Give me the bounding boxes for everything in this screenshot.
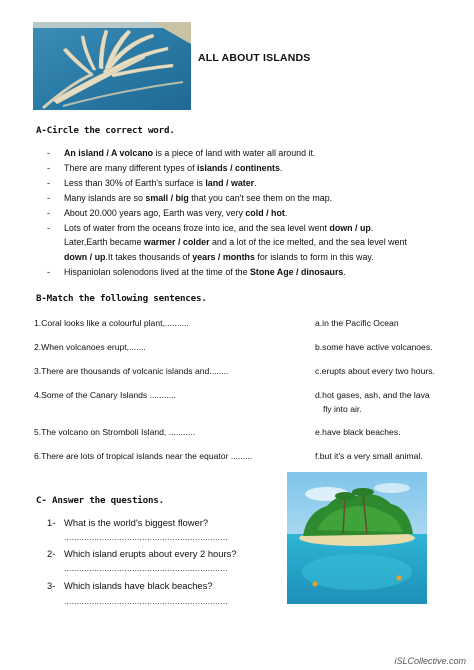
word-choice[interactable]: years / months xyxy=(192,252,255,263)
word-choice[interactable]: down / up xyxy=(64,252,106,263)
answer-line[interactable]: ................................................................. xyxy=(64,564,228,573)
word-choice[interactable]: land / water xyxy=(205,177,255,188)
bullet-text[interactable] xyxy=(64,265,346,280)
answer-line[interactable]: ................................................................. xyxy=(64,597,228,606)
section-b-heading: B-Match the following sentences. xyxy=(36,293,207,304)
word-choice[interactable]: small / big xyxy=(145,192,189,203)
sentence-fragment: Later,Earth became xyxy=(64,237,144,248)
question-number: 2- xyxy=(47,548,56,559)
word-choice[interactable]: down / up xyxy=(329,222,371,233)
match-right-d: d.hot gases, ash, and the lava xyxy=(315,390,430,400)
question-text: Which islands have black beaches? xyxy=(64,580,213,591)
bullet-dash: - xyxy=(47,267,50,278)
question-text: Which island erupts about every 2 hours? xyxy=(64,548,237,559)
sentence-fragment: . xyxy=(254,177,257,188)
bullet-text[interactable] xyxy=(64,161,282,176)
question-text: What is the world's biggest flower? xyxy=(64,517,209,528)
sentence-fragment: Less than 30% of Earth's surface is xyxy=(64,177,206,188)
bullet-dash: - xyxy=(47,207,50,218)
match-left-6: 6.There are lots of tropical islands near the equator ......... xyxy=(34,451,253,461)
match-left-3: 3.There are thousands of volcanic islands and........ xyxy=(34,366,229,376)
bullet-text[interactable] xyxy=(64,221,373,236)
bullet-text[interactable] xyxy=(64,206,287,221)
section-a-heading: A-Circle the correct word. xyxy=(36,125,175,136)
bullet-item xyxy=(0,265,474,280)
match-left-5: 5.The volcano on Stromboli Island, ........... xyxy=(34,427,195,437)
bullet-dash: - xyxy=(47,177,50,188)
sentence-fragment: for islands to form in this way. xyxy=(254,252,374,263)
sentence-fragment: .It takes thousands of xyxy=(105,252,193,263)
bullet-item xyxy=(0,146,474,161)
bullet-item xyxy=(0,191,474,206)
tropical-island-photo xyxy=(287,472,427,604)
section-c-heading: C- Answer the questions. xyxy=(36,495,164,506)
match-left-1: 1.Coral looks like a colourful plant,.......... xyxy=(34,318,189,328)
bullet-item xyxy=(0,235,474,250)
match-left-4: 4.Some of the Canary Islands ........... xyxy=(34,390,176,400)
bullet-text[interactable] xyxy=(64,146,315,161)
bullet-item xyxy=(0,221,474,236)
bullet-item xyxy=(0,176,474,191)
word-choice[interactable]: warmer / colder xyxy=(143,237,210,248)
match-right-f: f.but it's a very small animal. xyxy=(315,451,423,461)
sentence-fragment: . xyxy=(284,207,288,218)
match-right-b: b.some have active volcanoes. xyxy=(315,342,433,352)
bullet-dash: - xyxy=(47,192,50,203)
word-choice[interactable]: An island / A volcano xyxy=(64,148,154,158)
site-watermark: iSLCollective.com xyxy=(394,656,466,666)
bullet-dash: - xyxy=(47,162,50,173)
match-right-c: c.erupts about every two hours. xyxy=(315,366,435,376)
bullet-item xyxy=(0,161,474,176)
question-number: 3- xyxy=(47,580,56,591)
answer-line[interactable]: ................................................................. xyxy=(64,533,228,542)
bullet-item xyxy=(0,250,474,265)
match-right-a: a.in the Pacific Ocean xyxy=(315,318,399,328)
bullet-text[interactable] xyxy=(64,176,257,191)
sentence-fragment: and a lot of the ice melted, and the sea level went xyxy=(209,237,407,248)
palm-island-photo xyxy=(33,22,191,110)
sentence-fragment: . xyxy=(343,267,346,278)
bullet-text[interactable] xyxy=(64,235,407,250)
question-number: 1- xyxy=(47,517,56,528)
bullet-dash: - xyxy=(47,148,50,158)
sentence-fragment: About 20.000 years ago, Earth was very, very xyxy=(64,207,246,218)
word-choice[interactable]: islands / continents xyxy=(197,162,280,173)
bullet-text[interactable] xyxy=(64,191,332,206)
sentence-fragment: Many islands are so xyxy=(64,192,146,203)
match-left-2: 2.When volcanoes erupt,....... xyxy=(34,342,146,352)
sentence-fragment: Hispaniolan solenodons lived at the time of the xyxy=(64,267,250,278)
sentence-fragment: that you can't see them on the map. xyxy=(188,192,333,203)
match-right-e: e.have black beaches. xyxy=(315,427,401,437)
word-choice[interactable]: Stone Age / dinosaurs xyxy=(250,267,344,278)
sentence-fragment: There are many different types of xyxy=(64,162,198,173)
bullet-dash: - xyxy=(47,222,50,233)
sentence-fragment: is a piece of land with water all around it. xyxy=(153,148,316,158)
page-title: ALL ABOUT ISLANDS xyxy=(198,52,311,64)
sentence-fragment: . xyxy=(370,222,374,233)
word-choice[interactable]: cold / hot xyxy=(245,207,285,218)
sentence-fragment: . xyxy=(279,162,283,173)
sentence-fragment: Lots of water from the oceans froze into ice, and the sea level went xyxy=(64,222,330,233)
match-right-d-cont: fly into air. xyxy=(323,404,362,414)
bullet-item xyxy=(0,206,474,221)
bullet-text[interactable] xyxy=(64,250,374,265)
